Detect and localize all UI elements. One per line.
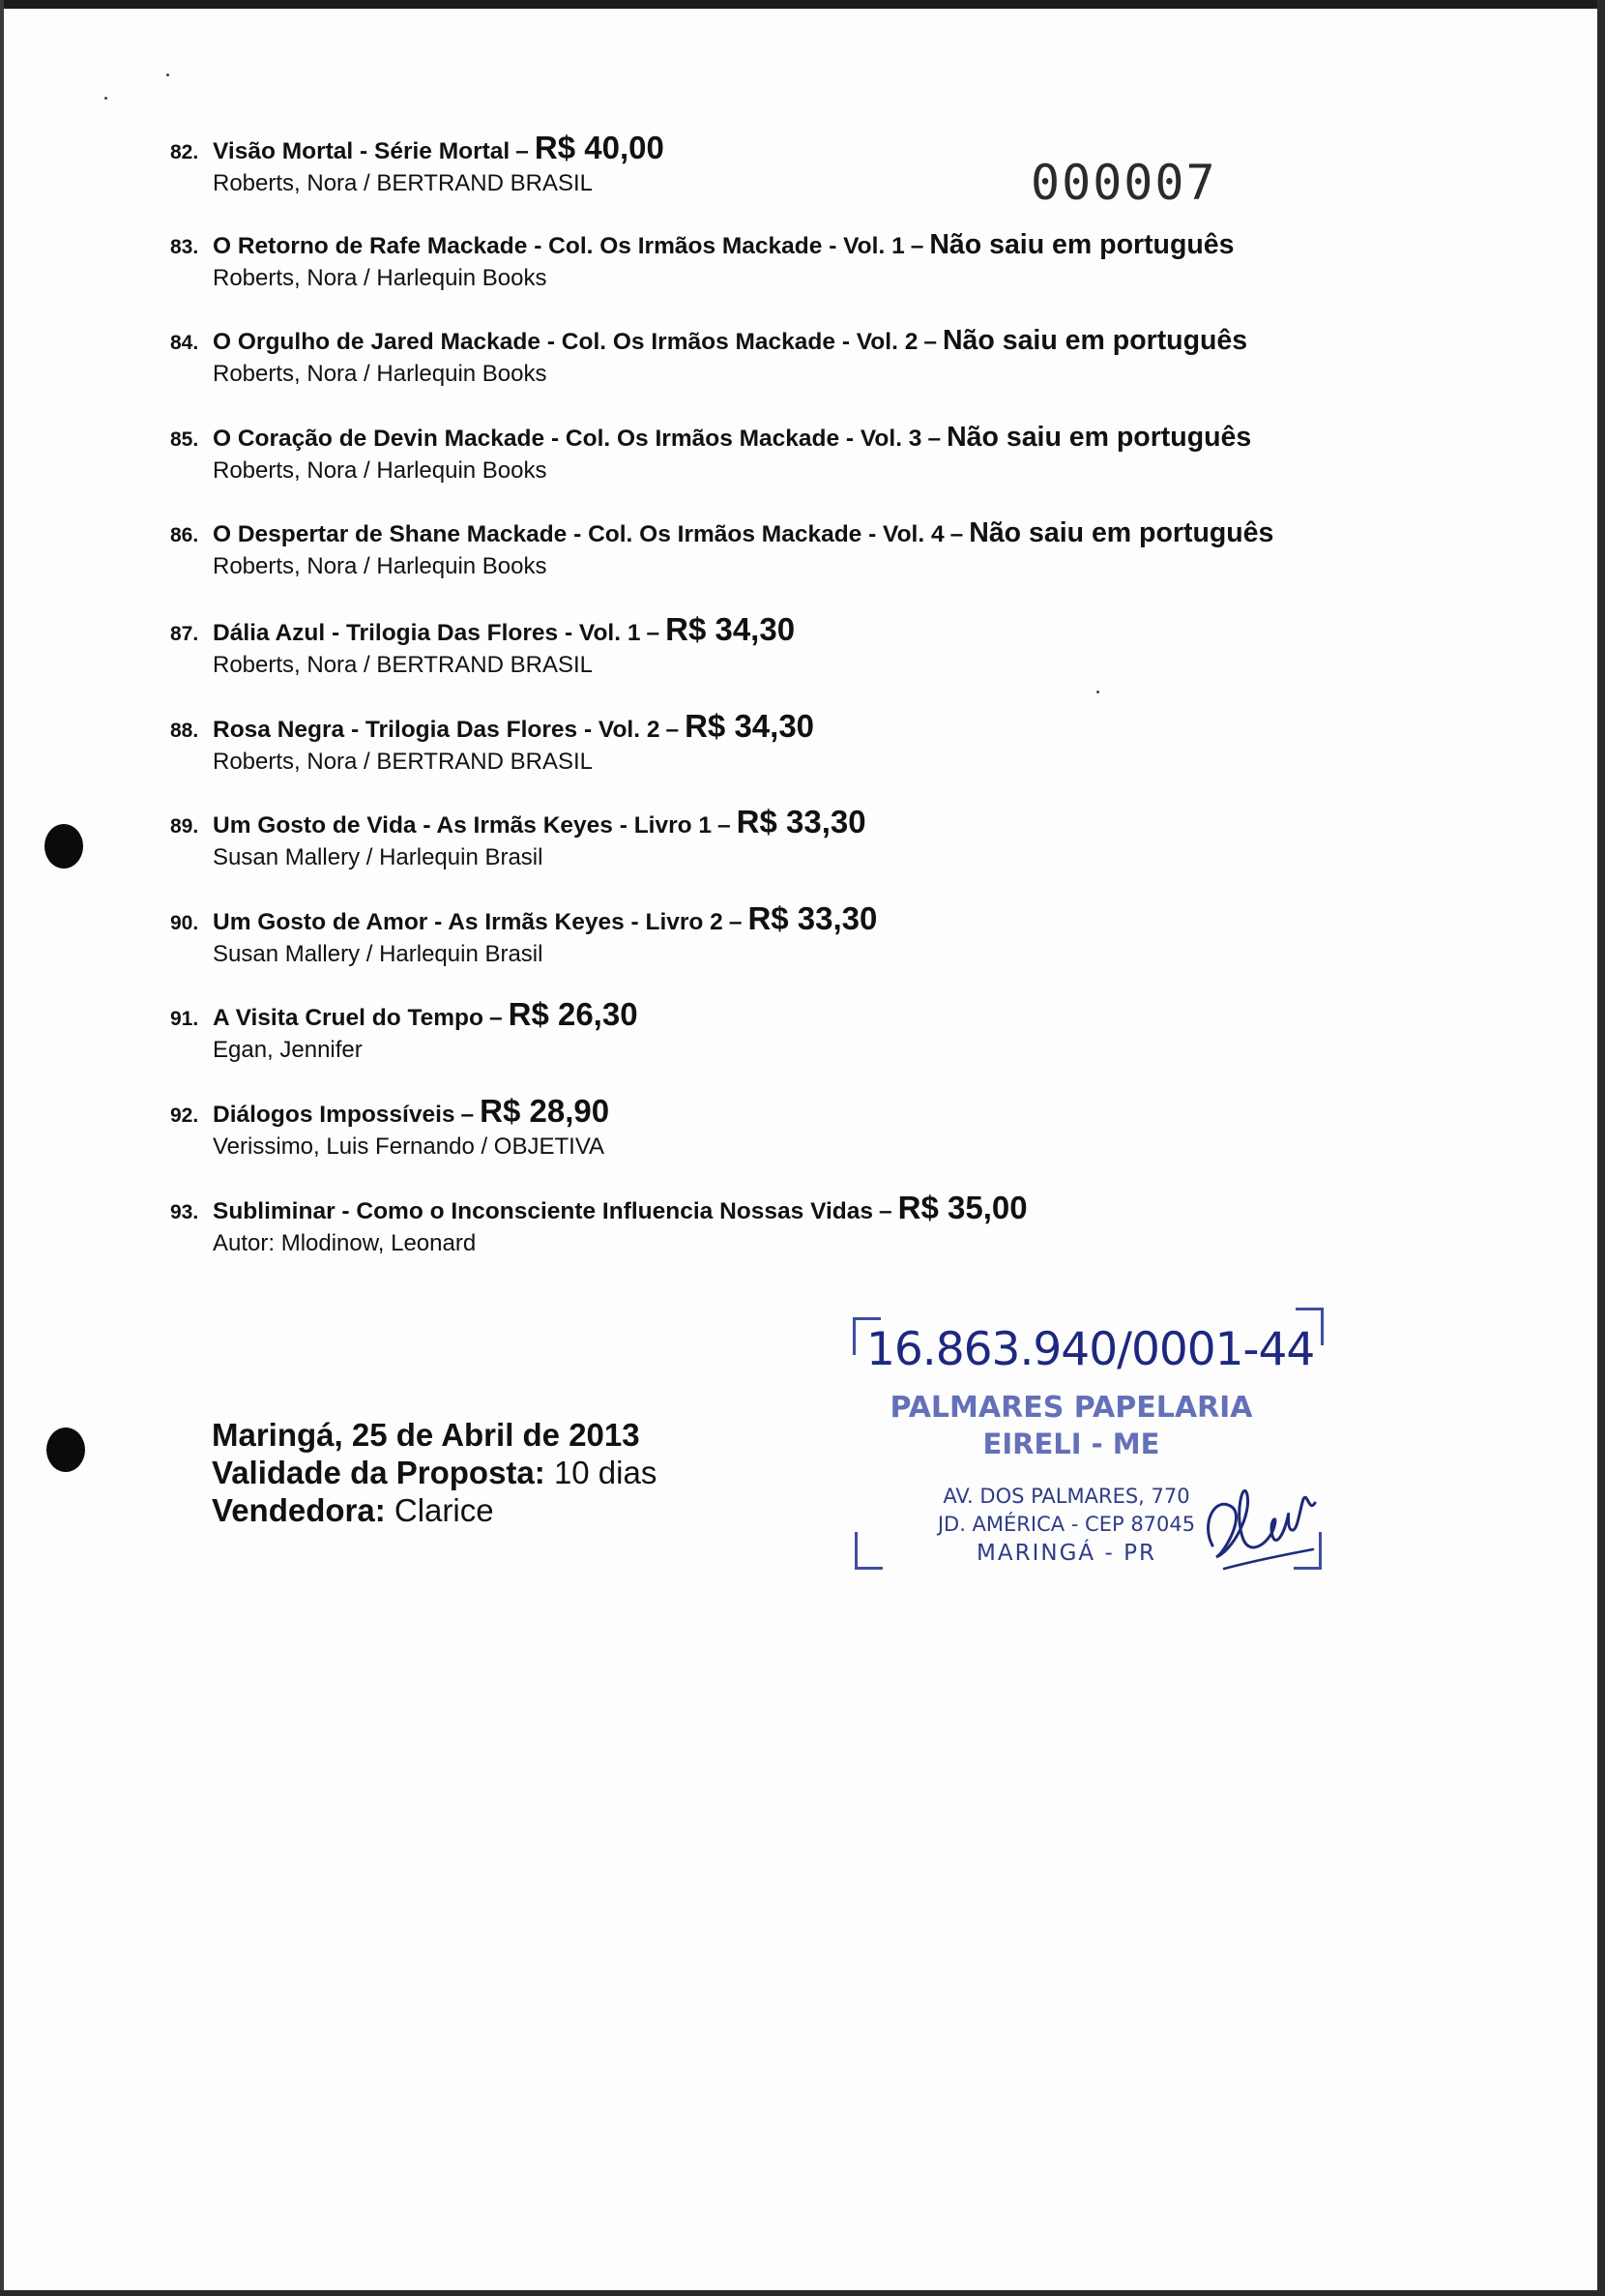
book-item	[170, 1092, 1427, 1193]
item-number: 83.	[170, 235, 199, 258]
book-item	[170, 518, 1427, 615]
book-price: Não saiu em português	[947, 421, 1252, 453]
book-author: Roberts, Nora / BERTRAND BRASIL	[213, 651, 594, 678]
book-item	[170, 899, 1427, 1001]
book-price: Não saiu em português	[929, 228, 1235, 260]
book-item	[170, 996, 1427, 1097]
book-item	[170, 707, 1427, 809]
book-price: Não saiu em português	[969, 517, 1274, 549]
item-number: 85.	[170, 427, 199, 451]
book-title: Diálogos Impossíveis	[213, 1101, 455, 1128]
book-author: Autor: Mlodinow, Leonard	[213, 1229, 477, 1256]
stamp-company-name: PALMARES PAPELARIA	[890, 1391, 1253, 1425]
book-author: Egan, Jennifer	[213, 1037, 363, 1064]
book-title-line	[170, 130, 1427, 167]
book-title: Subliminar - Como o Inconsciente Influencia Nossas Vidas	[213, 1197, 873, 1224]
book-price: R$ 34,30	[665, 610, 796, 647]
book-author: Verissimo, Luis Fernando / OBJETIVA	[213, 1133, 605, 1160]
book-author: Roberts, Nora / Harlequin Books	[213, 264, 547, 291]
book-author: Roberts, Nora / Harlequin Books	[213, 553, 547, 580]
price-separator: –	[949, 521, 964, 548]
book-title-line	[170, 899, 1427, 938]
book-author: Roberts, Nora / BERTRAND BRASIL	[213, 748, 594, 775]
price-separator: –	[646, 619, 660, 646]
scan-border-right	[1597, 0, 1605, 2296]
item-number: 82.	[170, 141, 199, 163]
book-title-line	[170, 1092, 1427, 1131]
company-stamp	[859, 1304, 1313, 1575]
scan-border-left	[0, 0, 4, 2296]
book-price: R$ 33,30	[736, 804, 866, 840]
book-price: Não saiu em português	[942, 325, 1248, 357]
validity-label: Validade da Proposta:	[212, 1455, 545, 1490]
seller-line	[212, 1491, 657, 1529]
book-title: Um Gosto de Vida - As Irmãs Keyes - Livro 1	[213, 812, 713, 839]
scan-border-bottom	[0, 2290, 1605, 2296]
book-price: R$ 34,30	[685, 707, 815, 744]
validity-line	[212, 1454, 657, 1491]
book-price: R$ 40,00	[534, 130, 664, 165]
book-list	[170, 130, 1427, 1289]
book-price: R$ 26,30	[508, 996, 638, 1033]
book-item	[170, 804, 1427, 904]
book-author: Susan Mallery / Harlequin Brasil	[213, 844, 543, 871]
price-separator: –	[717, 812, 731, 839]
book-item	[170, 423, 1427, 519]
stamp-cnpj: 16.863.940/0001-44	[866, 1323, 1315, 1376]
punch-hole-top	[44, 824, 83, 868]
book-price: R$ 35,00	[897, 1189, 1028, 1225]
stamp-company-type: EIRELI - ME	[982, 1428, 1160, 1460]
handwritten-signature	[1195, 1457, 1321, 1573]
book-title: O Orgulho de Jared Mackade - Col. Os Irmãos Mackade - Vol. 2	[213, 329, 919, 356]
stamp-city: MARINGÁ - PR	[977, 1541, 1156, 1566]
item-number: 91.	[170, 1008, 199, 1031]
date-line: Maringá, 25 de Abril de 2013	[212, 1417, 640, 1453]
price-separator: –	[910, 232, 924, 259]
book-title-line	[170, 707, 1427, 746]
book-item	[170, 326, 1427, 423]
price-separator: –	[515, 138, 529, 164]
book-title-line	[170, 610, 1427, 649]
book-item	[170, 230, 1427, 327]
book-price: R$ 33,30	[747, 899, 878, 936]
book-title-line	[170, 518, 1427, 550]
book-title: O Despertar de Shane Mackade - Col. Os Irmãos Mackade - Vol. 4	[213, 521, 945, 548]
price-separator: –	[665, 716, 680, 743]
scan-speck	[104, 97, 107, 100]
item-number: 92.	[170, 1104, 199, 1127]
book-title: O Coração de Devin Mackade - Col. Os Irmãos Mackade - Vol. 3	[213, 425, 922, 452]
book-item	[170, 130, 1427, 230]
book-title-line	[170, 804, 1427, 841]
book-title: A Visita Cruel do Tempo	[213, 1005, 483, 1032]
price-separator: –	[460, 1101, 475, 1128]
item-number: 93.	[170, 1200, 199, 1223]
book-title: Um Gosto de Amor - As Irmãs Keyes - Livro 2	[213, 908, 723, 935]
book-author: Roberts, Nora / Harlequin Books	[213, 361, 547, 388]
book-item	[170, 1189, 1427, 1290]
book-title-line	[170, 423, 1427, 455]
book-title: Rosa Negra - Trilogia Das Flores - Vol. 2	[213, 716, 660, 743]
scan-border-top	[0, 0, 1605, 9]
book-title-line	[170, 996, 1427, 1034]
proposal-footer	[212, 1416, 657, 1529]
item-number: 89.	[170, 815, 199, 839]
book-author: Roberts, Nora / Harlequin Books	[213, 456, 547, 484]
book-price: R$ 28,90	[480, 1092, 610, 1129]
price-separator: –	[927, 425, 942, 452]
seller-value: Clarice	[394, 1492, 494, 1528]
price-separator: –	[488, 1005, 503, 1032]
book-title-line	[170, 230, 1427, 262]
price-separator: –	[923, 329, 937, 356]
price-separator: –	[728, 908, 743, 935]
scan-speck	[166, 74, 169, 76]
page-number: 000007	[1031, 155, 1217, 211]
validity-value: 10 dias	[553, 1455, 657, 1490]
item-number: 84.	[170, 332, 199, 355]
book-title: Visão Mortal - Série Mortal	[213, 138, 511, 164]
book-title: O Retorno de Rafe Mackade - Col. Os Irmãos Mackade - Vol. 1	[213, 232, 905, 259]
item-number: 86.	[170, 524, 199, 547]
book-author: Roberts, Nora / BERTRAND BRASIL	[213, 170, 594, 196]
item-number: 87.	[170, 622, 199, 645]
book-title-line	[170, 326, 1427, 358]
seller-label: Vendedora:	[212, 1492, 386, 1528]
item-number: 90.	[170, 911, 199, 934]
book-title: Dália Azul - Trilogia Das Flores - Vol. 1	[213, 619, 641, 646]
stamp-district: JD. AMÉRICA - CEP 87045	[937, 1513, 1196, 1536]
item-number: 88.	[170, 719, 199, 742]
price-separator: –	[879, 1197, 892, 1224]
stamp-street: AV. DOS PALMARES, 770	[943, 1485, 1190, 1508]
book-item	[170, 610, 1427, 712]
punch-hole-bottom	[46, 1428, 85, 1472]
book-author: Susan Mallery / Harlequin Brasil	[213, 940, 543, 967]
book-title-line	[170, 1189, 1427, 1227]
